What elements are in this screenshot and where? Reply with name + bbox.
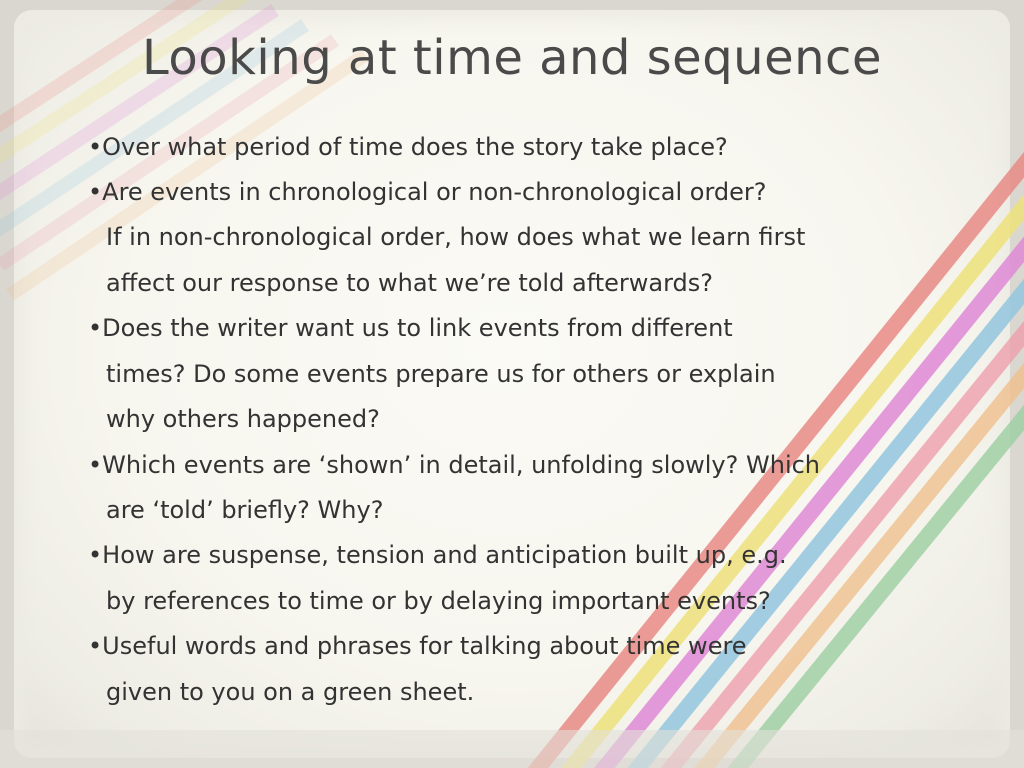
bullet-item-shown-told: •Which events are ‘shown’ in detail, unfolding slowly? Which xyxy=(88,451,821,479)
bullet-item-link-events-continued: times? Do some events prepare us for others or explain xyxy=(106,360,776,388)
bullet-item-suspense: •How are suspense, tension and anticipation built up, e.g. xyxy=(88,541,787,569)
bullet-item-order-continued: If in non-chronological order, how does what we learn first xyxy=(106,223,806,251)
bullet-item-link-events-continued: why others happened? xyxy=(106,405,380,433)
bullet-item-order-continued: affect our response to what we’re told afterwards? xyxy=(106,269,713,297)
bullet-item-order: •Are events in chronological or non-chronological order? xyxy=(88,178,767,206)
bullet-item-useful-words: •Useful words and phrases for talking about time were xyxy=(88,632,747,660)
bullet-item-link-events: •Does the writer want us to link events from different xyxy=(88,314,733,342)
bullet-item-period: •Over what period of time does the story take place? xyxy=(88,133,728,161)
bullet-item-suspense-continued: by references to time or by delaying important events? xyxy=(106,587,771,615)
slide-title: Looking at time and sequence xyxy=(142,30,882,86)
bullet-item-shown-told-continued: are ‘told’ briefly? Why? xyxy=(106,496,384,524)
faint-stripe-orange xyxy=(10,55,365,295)
bullet-item-useful-words-continued: given to you on a green sheet. xyxy=(106,678,475,706)
